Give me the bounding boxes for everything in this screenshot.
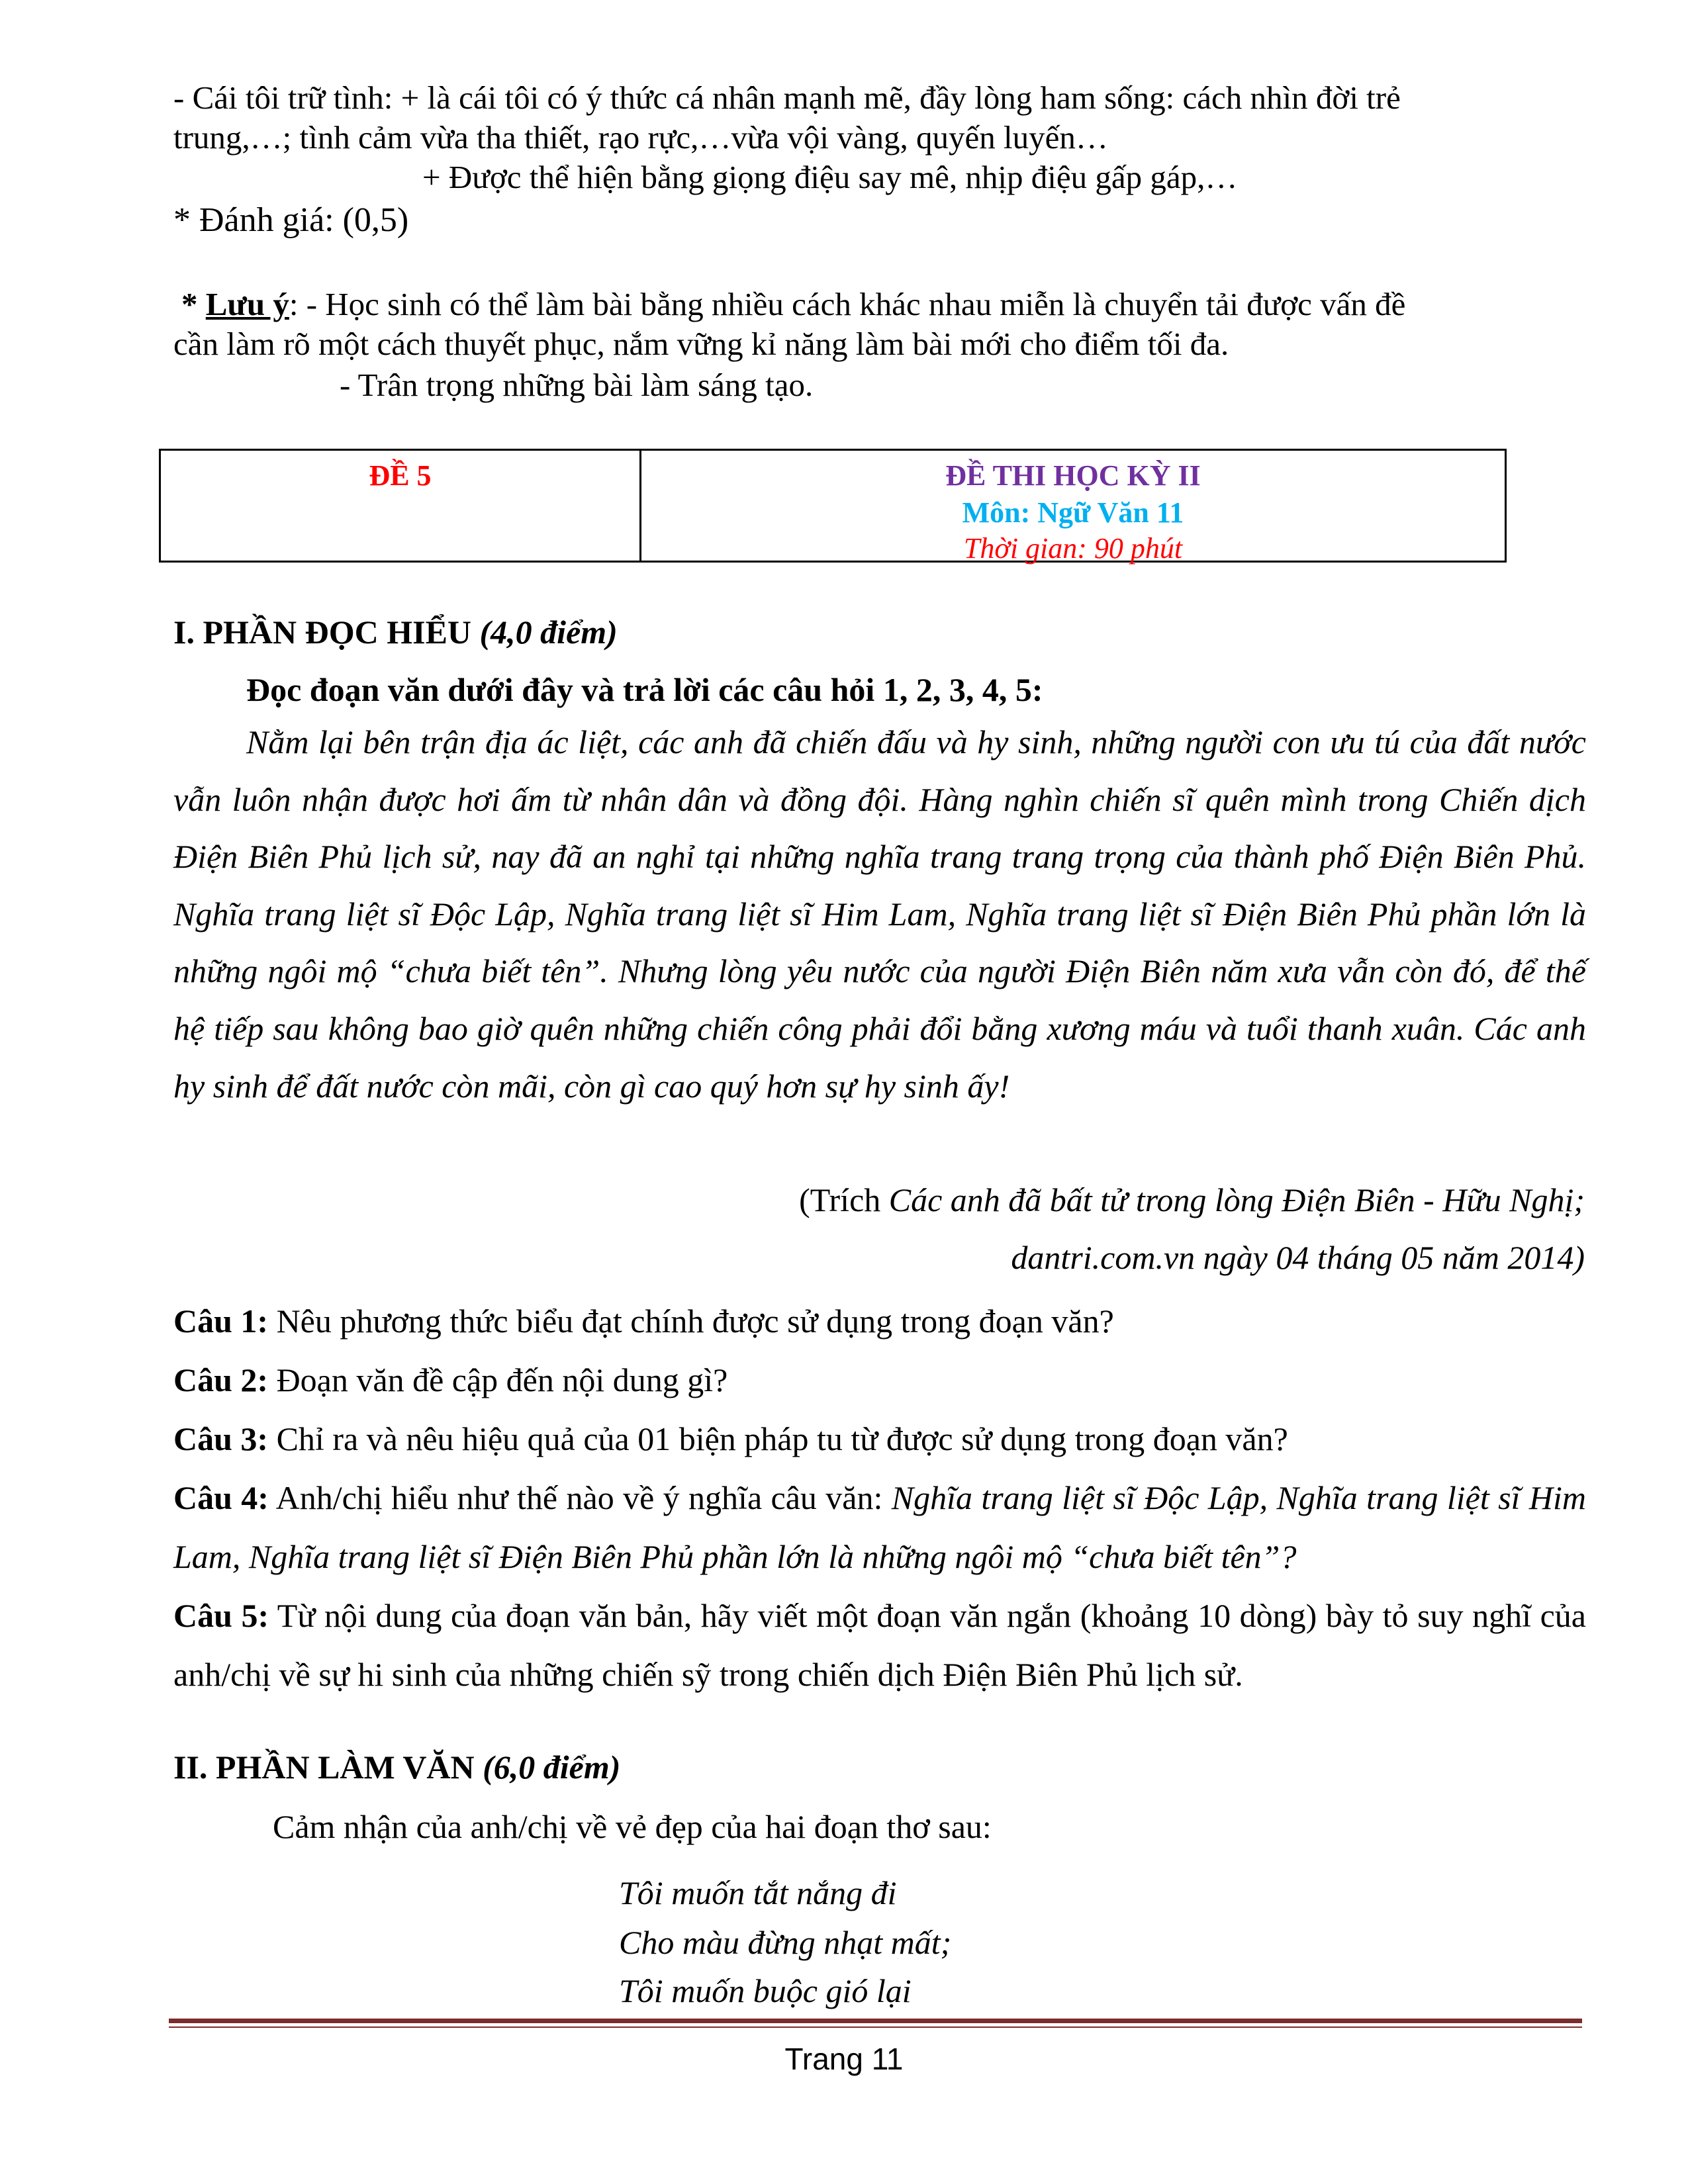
question-text: Nêu phương thức biểu đạt chính được sử dụng trong đoạn văn? [268,1302,1114,1340]
exam-number-cell [161,451,639,561]
reading-heading [173,612,618,652]
exam-subject: Môn: Ngữ Văn 11 [962,496,1184,529]
question-label: Câu 4: [173,1479,269,1516]
exam-time: Thời gian: 90 phút [963,532,1183,565]
note-label: Lưu ý [205,286,289,322]
top-line-3: + Được thể hiện bằng giọng điệu say mê, nhịp điệu gấp gáp,… [422,159,1238,195]
question-quote: Nghĩa trang liệt sĩ Độc Lập, Nghĩa trang liệt sĩ Him Lam, Nghĩa trang liệt sĩ Điện Biên Phủ phần lớn là những ngôi mộ “chưa biết tên”? [173,1479,1586,1575]
writing-heading [173,1747,620,1787]
top-line-1: - Cái tôi trữ tình: + là cái tôi có ý thức cá nhân mạnh mẽ, đầy lòng ham sống: cách nhìn đời trẻ [173,79,1401,116]
question-text: Đoạn văn đề cập đến nội dung gì? [268,1361,728,1398]
exam-header-table [159,449,1507,563]
question-2 [173,1351,1586,1410]
question-label: Câu 5: [173,1597,269,1634]
reading-instruction: Đọc đoạn văn dưới đây và trả lời các câu hỏi 1, 2, 3, 4, 5: [246,671,1043,708]
poem-line-1: Tôi muốn tắt nắng đi [619,1874,897,1911]
footer-rule [169,2019,1582,2023]
note-line-2: cần làm rõ một cách thuyết phục, nắm vững kỉ năng làm bài mới cho điểm tối đa. [173,326,1229,362]
question-text: Từ nội dung của đoạn văn bản, hãy viết một đoạn văn ngắn (khoảng 10 dòng) bày tỏ suy nghĩ của anh/chị về sự hi sinh của những chiến sỹ trong chiến dịch Điện Biên Phủ lịch sử. [173,1597,1586,1693]
note-star: * [181,286,206,322]
poem-line-3: Tôi muốn buộc gió lại [619,1972,912,2009]
question-label: Câu 3: [173,1420,269,1457]
writing-heading-points: (6,0 điểm) [483,1749,621,1786]
reading-passage: Nằm lại bên trận địa ác liệt, các anh đã chiến đấu và hy sinh, những người con ưu tú của đất nước vẫn luôn nhận được hơi ấm từ nhân dân và đồng đội. Hàng nghìn chiến sĩ quên mình trong Chiến dịch Điện Biên Phủ lịch sử, nay đã an nghỉ tại những nghĩa trang trang trọng của thành phố Điện Biên Phủ. Nghĩa trang liệt sĩ Độc Lập, Nghĩa trang liệt sĩ Him Lam, Nghĩa trang liệt sĩ Điện Biên Phủ phần lớn là những ngôi mộ “chưa biết tên”. Nhưng lòng yêu nước của người Điện Biên năm xưa vẫn còn đó, để thế hệ tiếp sau không bao giờ quên những chiến công phải đổi bằng xương máu và tuổi thanh xuân. Các anh hy sinh để đất nước còn mãi, còn gì cao quý hơn sự hy sinh ấy! [173,723,1586,1105]
poem-line-2: Cho màu đừng nhạt mất; [619,1924,952,1961]
writing-prompt: Cảm nhận của anh/chị về vẻ đẹp của hai đoạn thơ sau: [273,1808,992,1845]
note-line-3: - Trân trọng những bài làm sáng tạo. [340,367,814,403]
source-prefix: (Trích [799,1181,889,1218]
question-4 [173,1469,1586,1586]
note-line-1 [181,285,1405,324]
exam-number: ĐỀ 5 [369,459,432,492]
evaluation-line: * Đánh giá: (0,5) [173,201,409,239]
footer-rule-thin [169,2026,1582,2028]
question-text: Anh/chị hiểu như thế nào về ý nghĩa câu văn: [268,1479,892,1516]
question-text: Chỉ ra và nêu hiệu quả của 01 biện pháp tu từ được sử dụng trong đoạn văn? [268,1420,1288,1457]
note-text: : - Học sinh có thể làm bài bằng nhiều cách khác nhau miễn là chuyển tải được vấn đề [289,286,1406,322]
question-label: Câu 2: [173,1361,269,1398]
top-line-2: trung,…; tình cảm vừa tha thiết, rạo rực,…vừa vội vàng, quyến luyến… [173,119,1108,156]
reading-heading-text: I. PHẦN ĐỌC HIỂU [173,614,480,651]
exam-info-cell [641,451,1505,565]
source-line-2: dantri.com.vn ngày 04 tháng 05 năm 2014) [1011,1239,1585,1276]
source-line-1 [799,1180,1585,1220]
question-1 [173,1292,1586,1351]
exam-title: ĐỀ THI HỌC KỲ II [945,459,1201,492]
question-3 [173,1410,1586,1469]
page-number: Trang 11 [784,2042,904,2076]
source-title: Các anh đã bất tử trong lòng Điện Biên - Hữu Nghị; [888,1181,1585,1218]
question-label: Câu 1: [173,1302,269,1340]
question-5 [173,1586,1586,1704]
reading-heading-points: (4,0 điểm) [479,614,618,651]
writing-heading-text: II. PHẦN LÀM VĂN [173,1749,483,1786]
